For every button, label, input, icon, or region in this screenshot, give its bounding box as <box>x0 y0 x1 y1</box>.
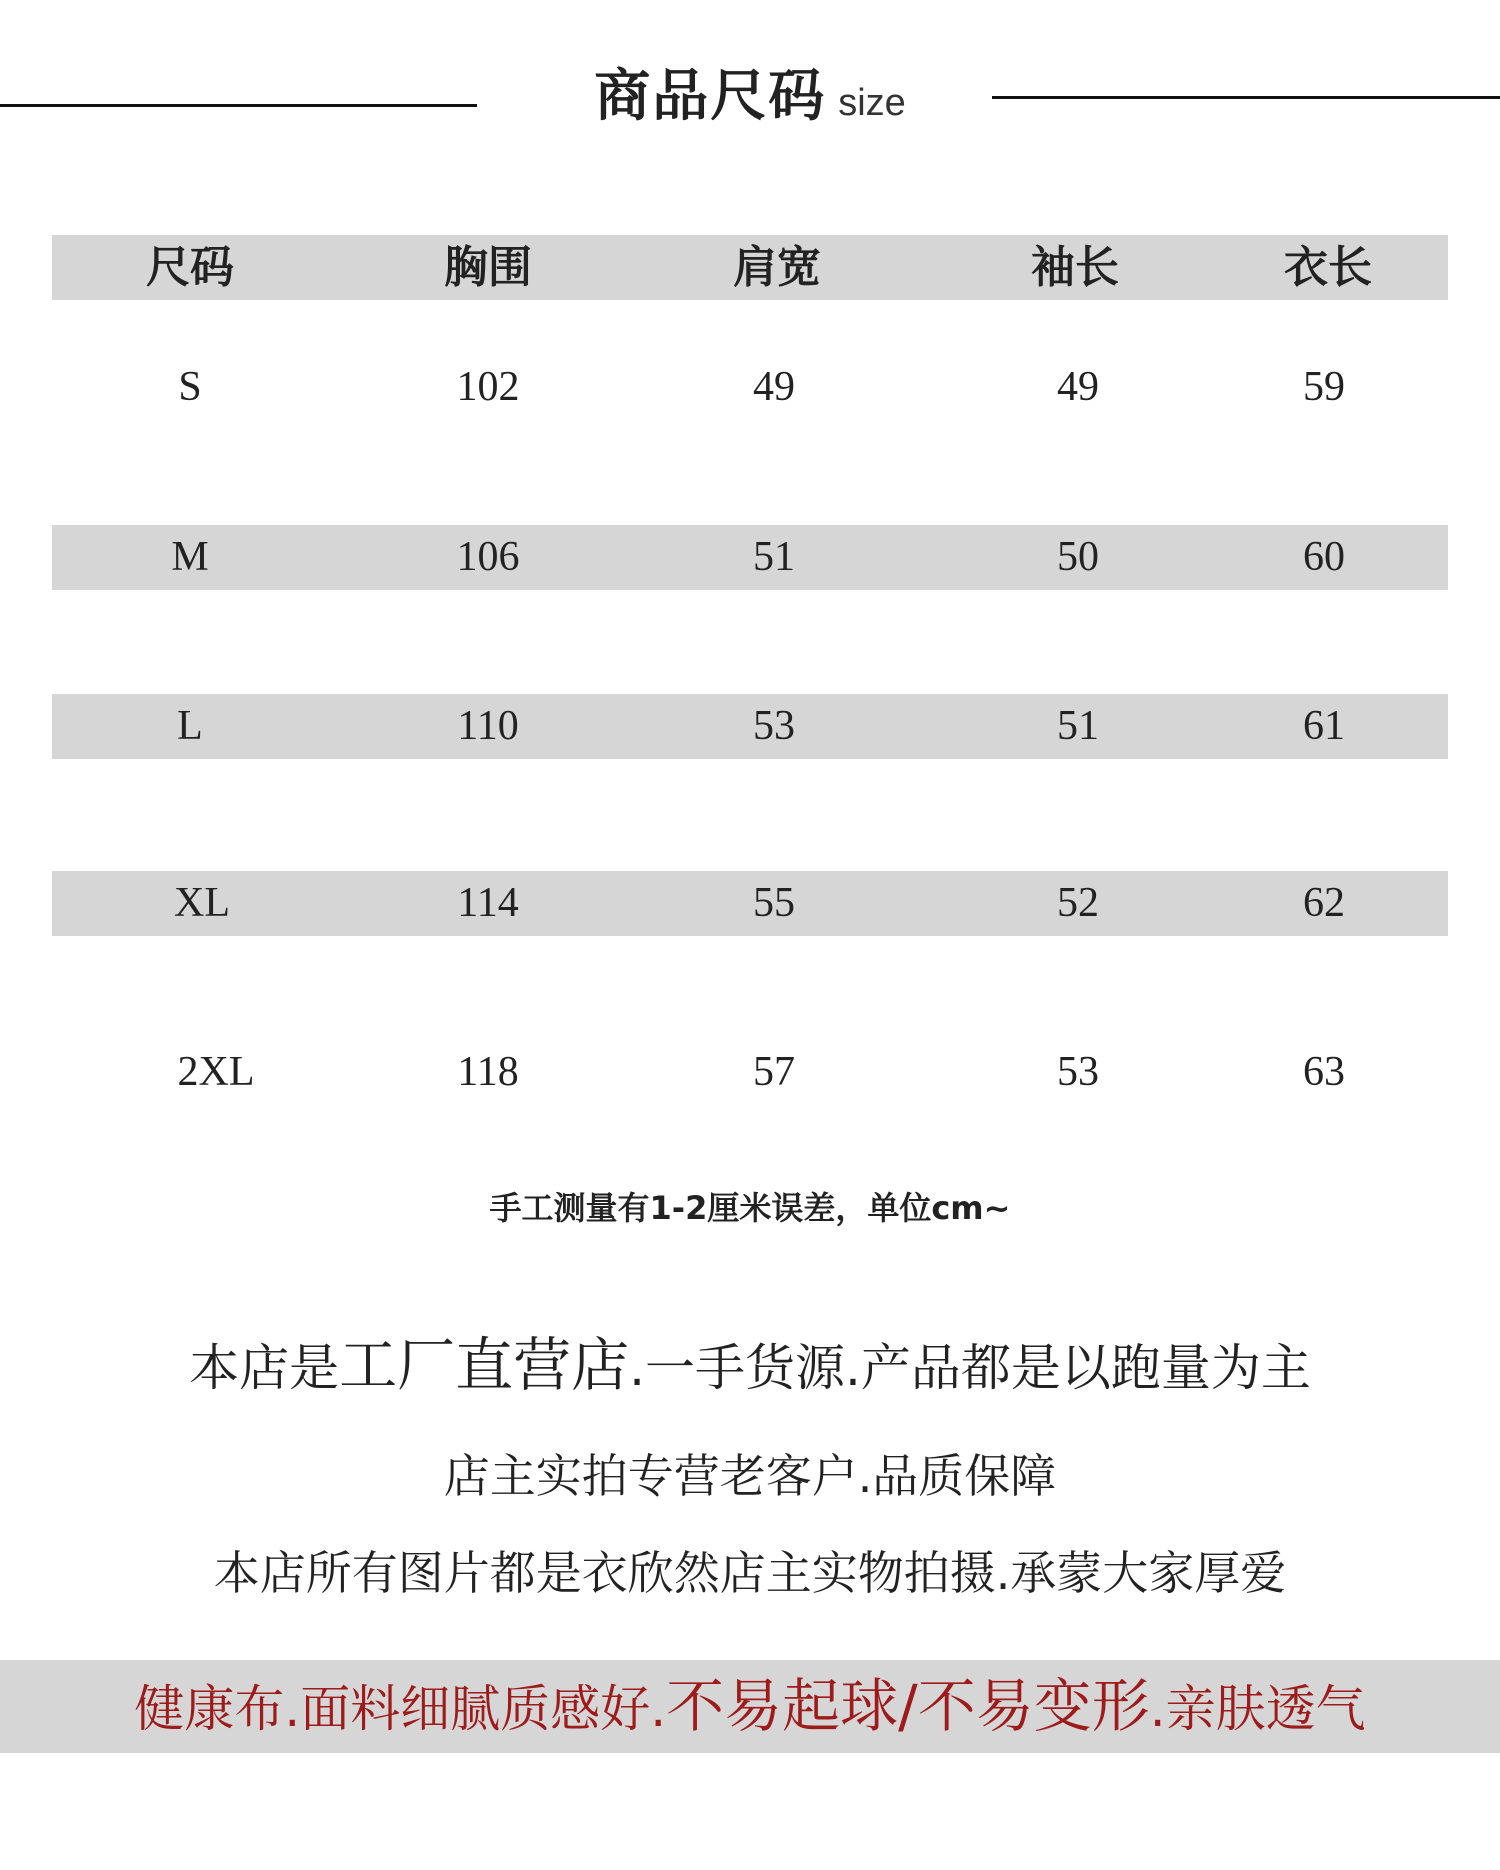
cell-size: XL <box>174 880 230 926</box>
header-chest: 胸围 <box>444 242 532 293</box>
fabric-text <box>0 1660 1500 1753</box>
promo-line-1-a: 本店是 <box>189 1339 340 1397</box>
cell-chest: 102 <box>456 364 520 410</box>
promo-line-1 <box>0 1318 1500 1402</box>
header-size: 尺码 <box>146 242 234 293</box>
cell-sleeve: 49 <box>1057 364 1099 410</box>
cell-length: 59 <box>1303 364 1345 410</box>
header-length: 衣长 <box>1284 242 1372 293</box>
cell-size: L <box>177 703 203 749</box>
header-shoulder: 肩宽 <box>733 242 821 293</box>
cell-sleeve: 52 <box>1057 880 1099 926</box>
cell-length: 62 <box>1303 880 1345 926</box>
cell-chest: 110 <box>457 703 519 749</box>
promo-line-1-c: .一手货源.产品都是以跑量为主 <box>629 1339 1311 1397</box>
cell-sleeve: 50 <box>1057 534 1099 580</box>
cell-sleeve: 51 <box>1057 703 1099 749</box>
cell-size: 2XL <box>177 1049 255 1095</box>
cell-shoulder: 53 <box>753 703 795 749</box>
cell-shoulder: 57 <box>753 1049 795 1095</box>
size-table-header <box>52 235 1448 300</box>
cell-chest: 118 <box>457 1049 519 1095</box>
cell-shoulder: 51 <box>753 534 795 580</box>
title-en: size <box>838 82 906 124</box>
cell-size: M <box>171 534 209 580</box>
fabric-text-c: .亲肤透气 <box>1149 1680 1366 1738</box>
cell-length: 60 <box>1303 534 1345 580</box>
table-row <box>52 871 1448 936</box>
cell-chest: 114 <box>457 880 519 926</box>
fabric-text-a: 健康布.面料细腻质感好. <box>134 1680 667 1738</box>
table-row <box>52 1040 1448 1105</box>
cell-sleeve: 53 <box>1057 1049 1099 1095</box>
promo-line-3: 本店所有图片都是衣欣然店主实物拍摄.承蒙大家厚爱 <box>213 1546 1287 1600</box>
title-main: 商品尺码 <box>594 64 827 129</box>
fabric-text-b: 不易起球/不易变形 <box>666 1672 1150 1740</box>
cell-shoulder: 49 <box>753 364 795 410</box>
table-row <box>52 355 1448 420</box>
promo-line-1-b: 工厂直营店 <box>339 1331 630 1399</box>
promo-line-2: 店主实拍专营老客户.品质保障 <box>443 1449 1057 1503</box>
cell-length: 61 <box>1303 703 1345 749</box>
cell-chest: 106 <box>456 534 520 580</box>
fabric-banner <box>0 1660 1500 1753</box>
measurement-note: 手工测量有1-2厘米误差，单位cm~ <box>489 1189 1011 1227</box>
table-row <box>52 694 1448 759</box>
cell-shoulder: 55 <box>753 880 795 926</box>
cell-size: S <box>178 364 202 410</box>
table-row <box>52 525 1448 590</box>
page-title <box>0 52 1500 132</box>
header-sleeve: 袖长 <box>1031 242 1119 293</box>
cell-length: 63 <box>1303 1049 1345 1095</box>
